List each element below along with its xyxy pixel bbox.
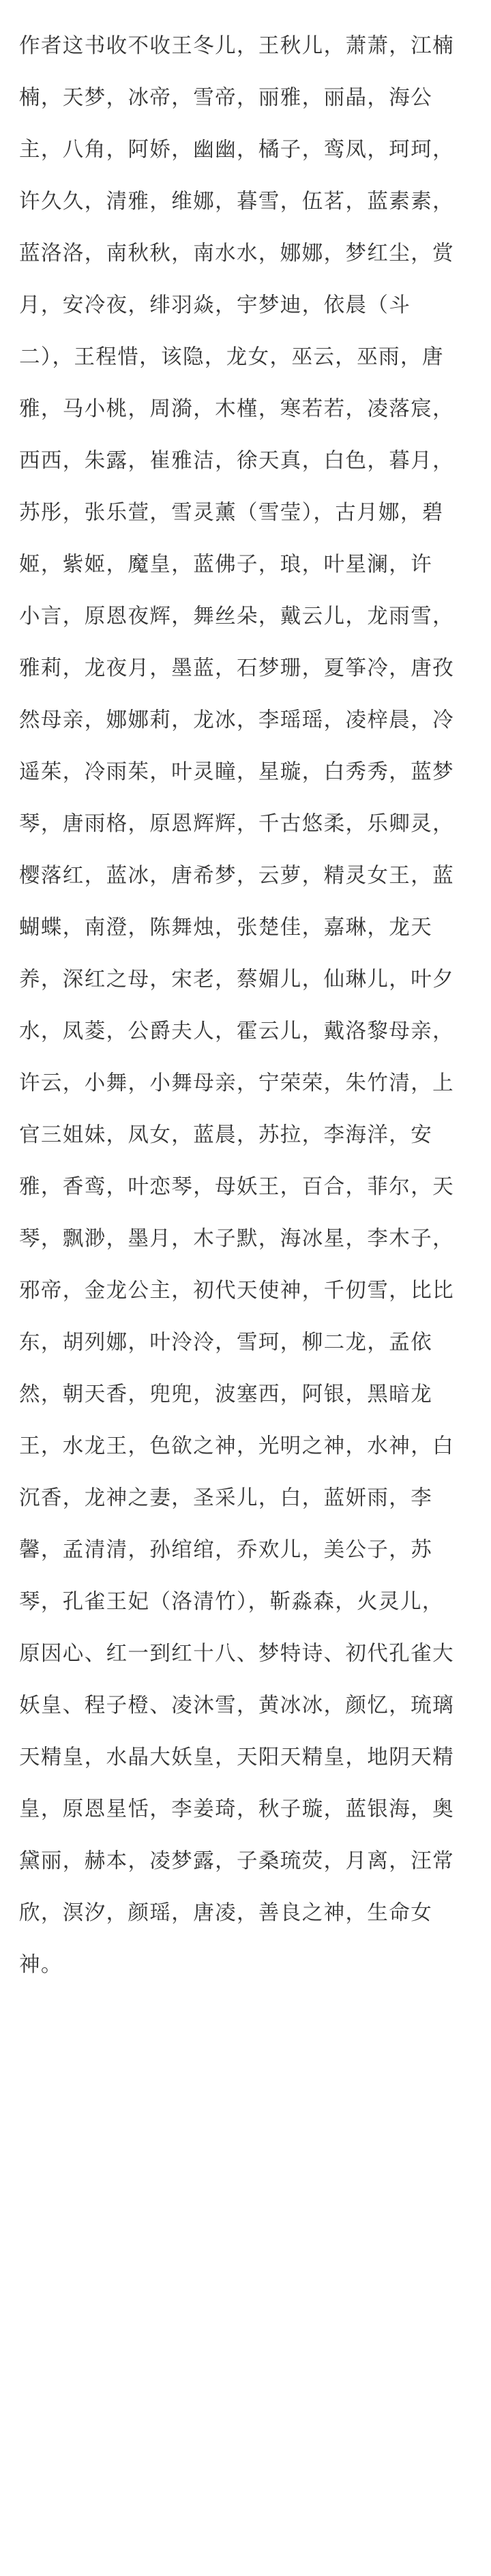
text-line: 作者这书收不收王冬儿，王秋儿，萧萧，江楠	[19, 34, 454, 58]
text-line: 月，安冷夜，绯羽焱，宇梦迪，依晨（斗	[19, 293, 411, 317]
text-line: 楠，天梦，冰帝，雪帝，丽雅，丽晶，海公	[19, 86, 433, 110]
text-line: 官三姐妹，凤女，蓝晨，苏拉，李海洋，安	[19, 1123, 433, 1147]
text-line: 苏彤，张乐萱，雪灵薰（雪莹），古月娜，碧	[19, 501, 444, 525]
text-line: 主，八角，阿娇，幽幽，橘子，鸾凤，珂珂，	[19, 138, 454, 162]
text-line: 雅，香鸾，叶恋琴，母妖王，百合，菲尔，天	[19, 1175, 454, 1199]
text-line: 许云，小舞，小舞母亲，宁荣荣，朱竹清，上	[19, 1071, 454, 1095]
text-line: 妖皇、程子橙、凌沐雪，黄冰冰，颜忆，琉璃	[19, 1694, 454, 1718]
text-line: 黛丽，赫本，凌梦露，子桑琉荧，月离，汪常	[19, 1849, 454, 1873]
text-line: 蝴蝶，南澄，陈舞烛，张楚佳，嘉琳，龙天	[19, 916, 433, 940]
text-line: 然母亲，娜娜莉，龙冰，李瑶瑶，凌梓晨，冷	[19, 708, 454, 732]
text-line: 原因心、红一到红十八、梦特诗、初代孔雀大	[19, 1642, 454, 1666]
text-line: 二），王程惜，该隐，龙女，巫云，巫雨，唐	[19, 345, 444, 369]
text-line: 东，胡列娜，叶泠泠，雪珂，柳二龙，孟依	[19, 1331, 433, 1355]
text-line: 雅莉，龙夜月，墨蓝，石梦珊，夏筝冷，唐孜	[19, 656, 454, 680]
text-line: 西西，朱露，崔雅洁，徐天真，白色，暮月，	[19, 449, 454, 473]
text-line: 水，凤菱，公爵夫人，霍云儿，戴洛黎母亲，	[19, 1019, 454, 1043]
text-line: 邪帝，金龙公主，初代天使神，千仞雪，比比	[19, 1279, 454, 1303]
text-line: 欣，溟汐，颜瑶，唐凌，善良之神，生命女	[19, 1901, 433, 1925]
text-line: 小言，原恩夜辉，舞丝朵，戴云儿，龙雨雪，	[19, 605, 454, 628]
text-line: 许久久，清雅，维娜，暮雪，伍茗，蓝素素，	[19, 190, 454, 214]
text-line: 雅，马小桃，周漪，木槿，寒若若，凌落宸，	[19, 397, 454, 421]
text-line: 蓝洛洛，南秋秋，南水水，娜娜，梦红尘，赏	[19, 242, 454, 265]
text-line: 王，水龙王，色欲之神，光明之神，水神，白	[19, 1434, 454, 1458]
text-line: 神。	[19, 1953, 63, 1977]
text-line: 琴，唐雨格，原恩辉辉，千古悠柔，乐卿灵，	[19, 812, 454, 836]
text-line: 馨，孟清清，孙绾绾，乔欢儿，美公子，苏	[19, 1538, 433, 1562]
text-line: 皇，原恩星恬，李姜琦，秋子璇，蓝银海，奥	[19, 1797, 454, 1821]
article-body	[19, 20, 472, 1991]
text-line: 琴，飘渺，墨月，木子默，海冰星，李木子，	[19, 1227, 454, 1251]
text-line: 沉香，龙神之妻，圣采儿，白，蓝妍雨，李	[19, 1486, 433, 1510]
text-line: 天精皇，水晶大妖皇，天阳天精皇，地阴天精	[19, 1746, 454, 1769]
text-line: 琴，孔雀王妃（洛清竹），靳淼森，火灵儿，	[19, 1590, 444, 1614]
text-line: 养，深红之母，宋老，蔡媚儿，仙琳儿，叶夕	[19, 968, 454, 992]
text-line: 然，朝天香，兜兜，波塞西，阿银，黑暗龙	[19, 1383, 433, 1406]
text-line: 姬，紫姬，魔皇，蓝佛子，琅，叶星澜，许	[19, 553, 433, 577]
text-line: 遥茱，冷雨茱，叶灵瞳，星璇，白秀秀，蓝梦	[19, 760, 454, 784]
text-line: 樱落红，蓝冰，唐希梦，云萝，精灵女王，蓝	[19, 864, 454, 888]
